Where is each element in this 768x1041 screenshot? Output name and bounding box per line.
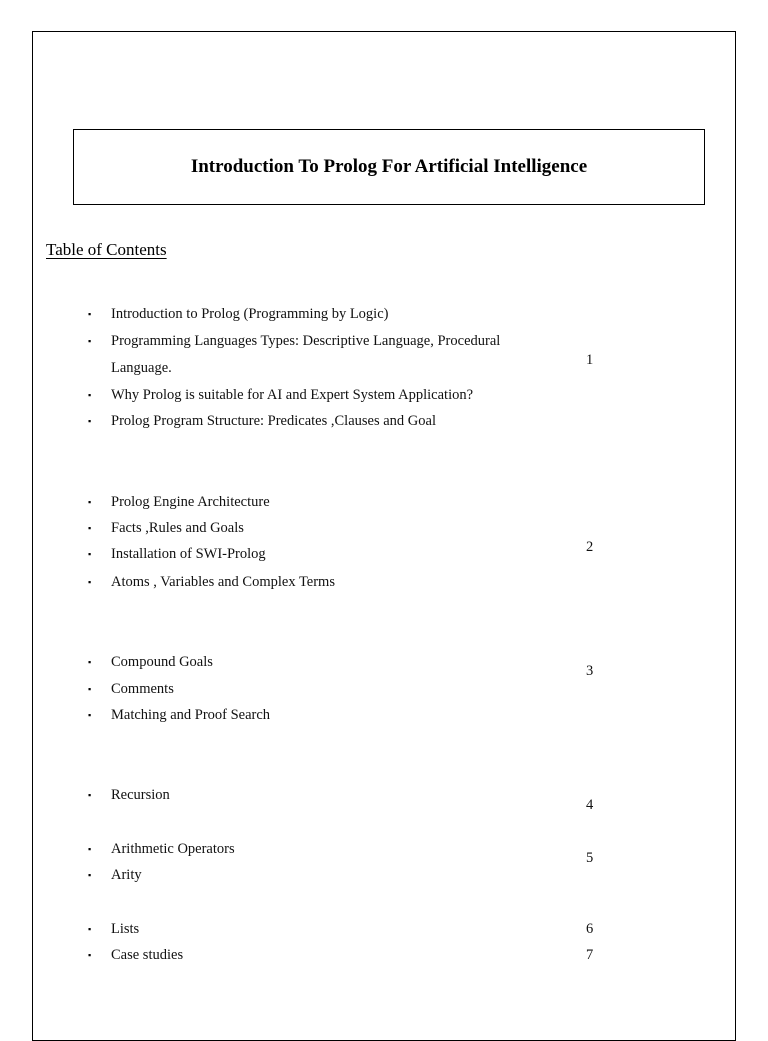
toc-item-label: Why Prolog is suitable for AI and Expert System Application? bbox=[111, 387, 474, 403]
toc-item-label: Matching and Proof Search bbox=[111, 707, 271, 723]
bullet-icon: ▪ bbox=[88, 309, 92, 319]
bullet-icon: ▪ bbox=[88, 870, 92, 880]
toc-item-label: Recursion bbox=[111, 787, 170, 803]
toc-item bbox=[88, 518, 541, 538]
toc-item bbox=[88, 705, 541, 725]
toc-item-label: Prolog Program Structure: Predicates ,Clauses and Goal bbox=[111, 413, 436, 429]
toc-item-label: Lists bbox=[111, 921, 140, 937]
toc-item bbox=[88, 331, 536, 382]
document-title: Introduction To Prolog For Artificial Intelligence bbox=[190, 156, 588, 177]
page-number: 6 bbox=[586, 921, 594, 937]
toc-item bbox=[88, 945, 541, 965]
bullet-icon: ▪ bbox=[88, 684, 92, 694]
page-number: 4 bbox=[586, 797, 594, 813]
toc-item bbox=[88, 304, 541, 324]
bullet-icon: ▪ bbox=[88, 924, 92, 934]
title-box bbox=[73, 129, 705, 205]
bullet-icon: ▪ bbox=[88, 497, 92, 507]
toc-item-label: Installation of SWI-Prolog bbox=[111, 546, 266, 562]
page-number: 7 bbox=[586, 947, 594, 963]
toc-item-label: Arithmetic Operators bbox=[111, 841, 235, 857]
page-number: 2 bbox=[586, 539, 594, 555]
toc-item-label: Arity bbox=[111, 867, 142, 883]
toc-item-label: Compound Goals bbox=[111, 654, 213, 670]
bullet-icon: ▪ bbox=[88, 950, 92, 960]
bullet-icon: ▪ bbox=[88, 336, 92, 346]
bullet-icon: ▪ bbox=[88, 577, 92, 587]
bullet-icon: ▪ bbox=[88, 549, 92, 559]
toc-item bbox=[88, 652, 541, 672]
toc-item bbox=[88, 919, 541, 939]
toc-item-label: Case studies bbox=[111, 947, 184, 963]
bullet-icon: ▪ bbox=[88, 523, 92, 533]
toc-item-label: Comments bbox=[111, 681, 174, 697]
bullet-icon: ▪ bbox=[88, 790, 92, 800]
bullet-icon: ▪ bbox=[88, 390, 92, 400]
toc-item-label: Facts ,Rules and Goals bbox=[111, 520, 244, 536]
toc-item bbox=[88, 411, 541, 431]
bullet-icon: ▪ bbox=[88, 416, 92, 426]
toc-item bbox=[88, 679, 541, 699]
toc-item-label: Introduction to Prolog (Programming by Logic) bbox=[111, 306, 389, 322]
toc-item-label: Programming Languages Types: Descriptive Language, Procedural Language. bbox=[111, 333, 501, 376]
toc-item-label: Prolog Engine Architecture bbox=[111, 494, 270, 510]
page-number: 1 bbox=[586, 352, 594, 368]
toc-item bbox=[88, 492, 541, 512]
toc-item bbox=[88, 544, 541, 564]
bullet-icon: ▪ bbox=[88, 844, 92, 854]
page-number: 5 bbox=[586, 850, 594, 866]
toc-item-label: Atoms , Variables and Complex Terms bbox=[111, 574, 335, 590]
page-number: 3 bbox=[586, 663, 594, 679]
toc-item bbox=[88, 572, 541, 592]
toc-item bbox=[88, 865, 541, 885]
bullet-icon: ▪ bbox=[88, 657, 92, 667]
bullet-icon: ▪ bbox=[88, 710, 92, 720]
toc-item bbox=[88, 785, 541, 805]
toc-heading: Table of Contents bbox=[46, 240, 167, 259]
toc-item bbox=[88, 385, 541, 405]
toc-item bbox=[88, 839, 541, 859]
